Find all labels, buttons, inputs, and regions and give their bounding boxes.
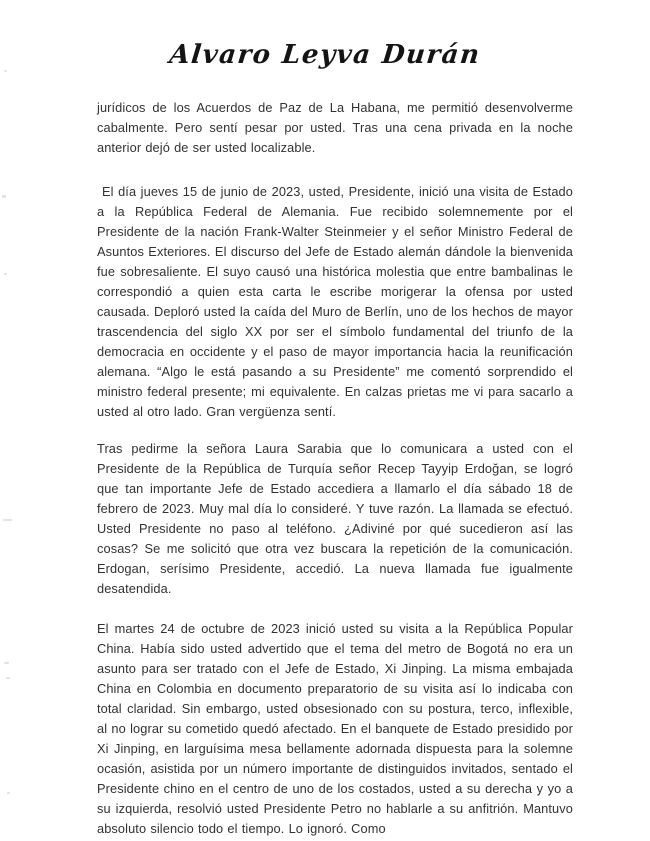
letter-paragraph-erdogan-calls: Tras pedirme la señora Laura Sarabia que lo comunicara a usted con el Presidente de la República de Turquía señor Recep Tayyip Erdoğan, se logró que tan importante Jefe de Estado accediera a llamarlo el día sábado 18 de febrero de 2023. Muy mal día lo consideré. Y tuve razón. La llamada se efectuó. Usted Presidente no paso al teléfono. ¿Adiviné por qué sucedieron así las cosas? Se me solicitó que otra vez buscara la repetición de la comunicación. Erdogan, serísimo Presidente, accedió. La nueva llamada fue igualmente desatendida.: [97, 441, 573, 596]
scan-artifact: [4, 70, 7, 72]
scan-artifact: [7, 792, 10, 794]
scan-artifact: [4, 662, 9, 664]
letter-paragraph-china-visit: El martes 24 de octubre de 2023 inició usted su visita a la República Popular China. Había sido usted advertido que el tema del metro de Bogotá no era un asunto para ser tratado con el Jefe de Estado, Xi Jinping. La misma embajada China en Colombia en documento preparatorio de su visita así lo indicaba con total claridad. Sin embargo, usted obsesionado con su postura, terco, inflexible, al no lograr su cometido quedó afectado. En el banquete de Estado presidido por Xi Jinping, en larguísima mesa bellamente adornada dispuesta para la solemne ocasión, asistida por un número importante de distinguidos invitados, sentado el Presidente chino en el centro de uno de los costados, usted a su derecha y yo a su izquierda, resolvió usted Presidente Petro no hablarle a su anfitrión. Mantuvo absoluto silencio todo el tiempo. Lo ignoró. Como: [97, 621, 573, 836]
scan-artifact: [2, 195, 6, 198]
letter-body: [97, 98, 573, 839]
author-signature-header: Alvaro Leyva Durán: [167, 40, 483, 70]
scan-artifact: [3, 519, 12, 521]
letter-paragraph-germany-visit: El día jueves 15 de junio de 2023, usted, Presidente, inició una visita de Estado a la República Federal de Alemania. Fue recibido solemnemente por el Presidente de la nación Frank-Walter Steinmeier y el señor Ministro Federal de Asuntos Exteriores. El discurso del Jefe de Estado alemán dándole la bienvenida fue sobresaliente. El suyo causó una histórica molestia que entre bambalinas le correspondió a quien esta carta le escribe morigerar la ofensa por usted causada. Deploró usted la caída del Muro de Berlín, uno de los hechos de mayor trascendencia del siglo XX por ser el símbolo fundamental del triunfo de la democracia en occidente y el paso de mayor importancia hacia la reunificación alemana. “Algo le está pasando a su Presidente” me comentó sorprendido el ministro federal presente; mi equivalente. En calzas prietas me vi para sacarlo a usted al otro lado. Gran vergüenza sentí.: [97, 184, 573, 419]
letter-paragraph-continuation: jurídicos de los Acuerdos de Paz de La Habana, me permitió desenvolverme cabalmente. Pero sentí pesar por usted. Tras una cena privada en la noche anterior dejó de ser usted localizable.: [97, 100, 573, 155]
scan-artifact: [6, 677, 10, 679]
scan-artifact: [4, 273, 7, 275]
